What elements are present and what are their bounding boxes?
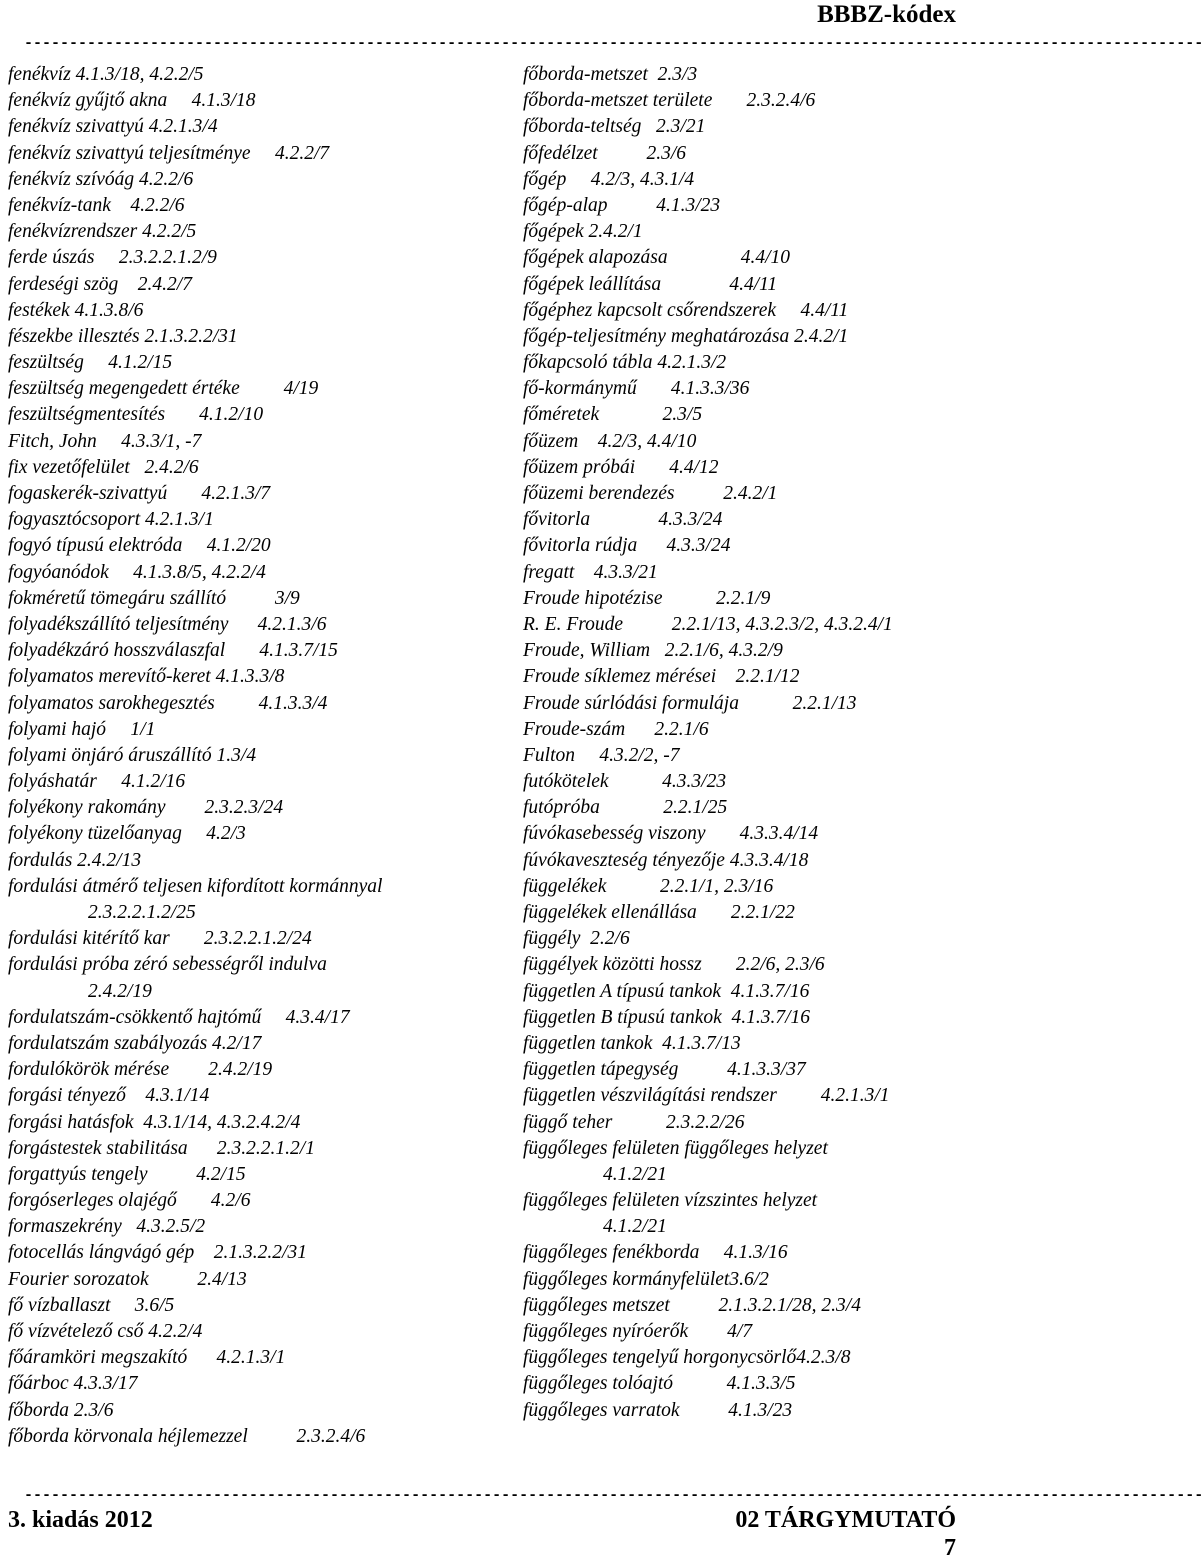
index-entry: fordulási átmérő teljesen kifordított kormánnyal [8, 875, 383, 897]
index-entry: fő vízvételező cső 4.2.2/4 [8, 1321, 203, 1342]
index-entry: feszültség megengedett értéke 4/19 [8, 378, 319, 400]
index-entry: fészekbe illesztés 2.1.3.2.2/31 [8, 325, 238, 347]
index-entry: függőleges varratok 4.1.3/23 [523, 1399, 793, 1421]
index-entry: Fitch, John 4.3.3/1, -7 [8, 430, 202, 452]
index-entry: függély 2.2/6 [523, 928, 630, 950]
index-entry: főáramköri megszakító 4.2.1.3/1 [8, 1347, 286, 1369]
index-entry: Fulton 4.3.2/2, -7 [523, 744, 680, 766]
index-entry: fenékvíz szívóág 4.2.2/6 [8, 168, 194, 190]
index-column-left [8, 62, 513, 1450]
index-entry: folyami önjáró áruszállító 1.3/4 [8, 744, 257, 766]
index-entry: folyamatos merevítő-keret 4.1.3.3/8 [8, 666, 285, 688]
index-entry: főborda-teltség 2.3/21 [523, 116, 706, 138]
index-entry: forgattyús tengely 4.2/15 [8, 1163, 246, 1185]
index-entry: független tápegység 4.1.3.3/37 [523, 1059, 806, 1081]
index-entry: fúvókaveszteség tényezője 4.3.3.4/18 [523, 849, 809, 871]
index-entry: fordulási próba zéró sebességről indulva [8, 954, 327, 976]
index-entry: ferde úszás 2.3.2.2.1.2/9 [8, 247, 217, 269]
index-entry: festékek 4.1.3.8/6 [8, 299, 144, 321]
index-entry: függőleges fenékborda 4.1.3/16 [523, 1242, 788, 1264]
index-entry: függő teher 2.3.2.2/26 [523, 1111, 745, 1133]
index-entry: főfedélzet 2.3/6 [523, 142, 687, 164]
index-entry: Froude, William 2.2.1/6, 4.3.2/9 [523, 640, 783, 662]
index-entry: folyadékzáró hosszválaszfal 4.1.3.7/15 [8, 640, 338, 662]
index-entry: főgéphez kapcsolt csőrendszerek 4.4/11 [523, 299, 849, 321]
index-entry: főborda 2.3/6 [8, 1399, 114, 1421]
index-entry: főméretek 2.3/5 [523, 404, 703, 426]
index-entry: fregatt 4.3.3/21 [523, 561, 658, 583]
index-entry: főborda körvonala héjlemezzel 2.3.2.4/6 [8, 1425, 366, 1447]
index-entry: fotocellás lángvágó gép 2.1.3.2.2/31 [8, 1242, 307, 1264]
index-entry: fenékvízrendszer 4.2.2/5 [8, 221, 197, 243]
index-entry: fix vezetőfelület 2.4.2/6 [8, 456, 199, 478]
index-entry: főgép 4.2/3, 4.3.1/4 [523, 168, 695, 190]
index-entry: főkapcsoló tábla 4.2.1.3/2 [523, 352, 727, 374]
index-entry: folyamatos sarokhegesztés 4.1.3.3/4 [8, 692, 328, 714]
index-entry: Fourier sorozatok 2.4/13 [8, 1268, 247, 1290]
index-entry: fogyóanódok 4.1.3.8/5, 4.2.2/4 [8, 561, 266, 583]
index-column-right [523, 62, 960, 1424]
index-entry: főgépek leállítása 4.4/11 [523, 273, 778, 295]
page-number: 7 [944, 1535, 956, 1561]
index-entry: folyadékszállító teljesítmény 4.2.1.3/6 [8, 613, 327, 635]
index-entry: 4.1.2/21 [603, 1216, 667, 1238]
index-entry: fő-kormánymű 4.1.3.3/36 [523, 378, 750, 400]
index-entry: függelékek ellenállása 2.2.1/22 [523, 902, 795, 923]
index-entry: fővitorla 4.3.3/24 [523, 509, 723, 531]
index-entry: forgási hatásfok 4.3.1/14, 4.3.2.4.2/4 [8, 1111, 301, 1133]
index-entry: 2.4.2/19 [88, 980, 152, 1002]
index-entry: főborda-metszet területe 2.3.2.4/6 [523, 90, 816, 112]
index-entry: Froude hipotézise 2.2.1/9 [523, 587, 771, 609]
index-entry: fúvókasebesség viszony 4.3.3.4/14 [523, 823, 819, 845]
index-entry: fenékvíz gyűjtő akna 4.1.3/18 [8, 90, 256, 112]
index-entry: főüzem próbái 4.4/12 [523, 456, 719, 478]
index-entry: folyékony tüzelőanyag 4.2/3 [8, 823, 246, 845]
index-entry: fordulókörök mérése 2.4.2/19 [8, 1059, 273, 1081]
index-entry: futópróba 2.2.1/25 [523, 797, 728, 819]
index-entry: Froude-szám 2.2.1/6 [523, 718, 709, 740]
index-entry: függőleges felületen vízszintes helyzet [523, 1190, 818, 1212]
index-entry: függőleges kormányfelület3.6/2 [523, 1268, 769, 1290]
index-entry: fenékvíz szivattyú teljesítménye 4.2.2/7 [8, 142, 330, 164]
index-entry: ferdeségi szög 2.4.2/7 [8, 273, 192, 295]
footer-section-title: 02 TÁRGYMUTATÓ [735, 1507, 956, 1533]
index-entry: főgépek 2.4.2/1 [523, 221, 643, 243]
index-entry: fokméretű tömegáru szállító 3/9 [8, 587, 300, 609]
index-entry: folyáshatár 4.1.2/16 [8, 771, 186, 793]
index-entry: függőleges nyíróerők 4/7 [523, 1321, 753, 1342]
index-entry: függelékek 2.2.1/1, 2.3/16 [523, 875, 774, 897]
index-entry: Froude súrlódási formulája 2.2.1/13 [523, 692, 857, 714]
index-entry: független vészvilágítási rendszer 4.2.1.3/1 [523, 1085, 890, 1107]
index-entry: fordulási kitérítő kar 2.3.2.2.1.2/24 [8, 928, 312, 950]
index-entry: függőleges felületen függőleges helyzet [523, 1137, 828, 1159]
index-entry: fordulatszám szabályozás 4.2/17 [8, 1032, 262, 1054]
index-entry: független tankok 4.1.3.7/13 [523, 1032, 741, 1054]
index-entry: R. E. Froude 2.2.1/13, 4.3.2.3/2, 4.3.2.4/1 [523, 613, 893, 635]
index-entry: fő vízballaszt 3.6/5 [8, 1294, 175, 1316]
index-entry: függőleges metszet 2.1.3.2.1/28, 2.3/4 [523, 1294, 861, 1316]
index-entry: fogyasztócsoport 4.2.1.3/1 [8, 509, 214, 531]
index-entry: függélyek közötti hossz 2.2/6, 2.3/6 [523, 954, 825, 976]
index-entry: főárboc 4.3.3/17 [8, 1373, 138, 1395]
index-entry: fordulatszám-csökkentő hajtómű 4.3.4/17 [8, 1006, 350, 1028]
index-entry: formaszekrény 4.3.2.5/2 [8, 1216, 206, 1238]
index-entry: folyami hajó 1/1 [8, 718, 156, 740]
header-title: BBBZ-kódex [817, 1, 956, 28]
index-entry: főüzem 4.2/3, 4.4/10 [523, 430, 697, 452]
index-entry: fenékvíz 4.1.3/18, 4.2.2/5 [8, 64, 204, 85]
index-entry: fogyó típusú elektróda 4.1.2/20 [8, 535, 271, 557]
index-entry: fogaskerék-szivattyú 4.2.1.3/7 [8, 483, 271, 504]
index-entry: futókötelek 4.3.3/23 [523, 771, 727, 793]
index-entry: főgépek alapozása 4.4/10 [523, 247, 791, 269]
index-entry: forgási tényező 4.3.1/14 [8, 1085, 210, 1107]
bottom-divider: ----------------------------------------------------------------------------------------------------------------------------------- [24, 1487, 1203, 1504]
index-entry: főgép-teljesítmény meghatározása 2.4.2/1 [523, 325, 849, 347]
top-divider: ----------------------------------------------------------------------------------------------------------------------------------- [24, 35, 1203, 52]
index-entry: függőleges tolóajtó 4.1.3.3/5 [523, 1373, 796, 1395]
index-entry: független B típusú tankok 4.1.3.7/16 [523, 1006, 811, 1028]
index-entry: Froude síklemez mérései 2.2.1/12 [523, 666, 800, 688]
index-entry: fenékvíz-tank 4.2.2/6 [8, 194, 185, 216]
index-entry: folyékony rakomány 2.3.2.3/24 [8, 797, 284, 819]
footer-edition: 3. kiadás 2012 [8, 1507, 153, 1533]
index-entry: főborda-metszet 2.3/3 [523, 64, 698, 85]
index-entry: fordulás 2.4.2/13 [8, 849, 142, 871]
index-entry: feszültség 4.1.2/15 [8, 352, 173, 374]
index-entry: feszültségmentesítés 4.1.2/10 [8, 404, 264, 426]
index-entry: forgóserleges olajégő 4.2/6 [8, 1190, 251, 1212]
index-entry: forgástestek stabilitása 2.3.2.2.1.2/1 [8, 1137, 315, 1159]
index-entry: független A típusú tankok 4.1.3.7/16 [523, 980, 810, 1002]
index-entry: 2.3.2.2.1.2/25 [88, 902, 196, 923]
index-entry: függőleges tengelyű horgonycsörlő4.2.3/8 [523, 1347, 851, 1369]
index-entry: főgép-alap 4.1.3/23 [523, 194, 721, 216]
index-entry: fenékvíz szivattyú 4.2.1.3/4 [8, 116, 218, 138]
index-entry: fővitorla rúdja 4.3.3/24 [523, 535, 731, 557]
index-entry: 4.1.2/21 [603, 1163, 667, 1185]
index-entry: főüzemi berendezés 2.4.2/1 [523, 483, 778, 504]
